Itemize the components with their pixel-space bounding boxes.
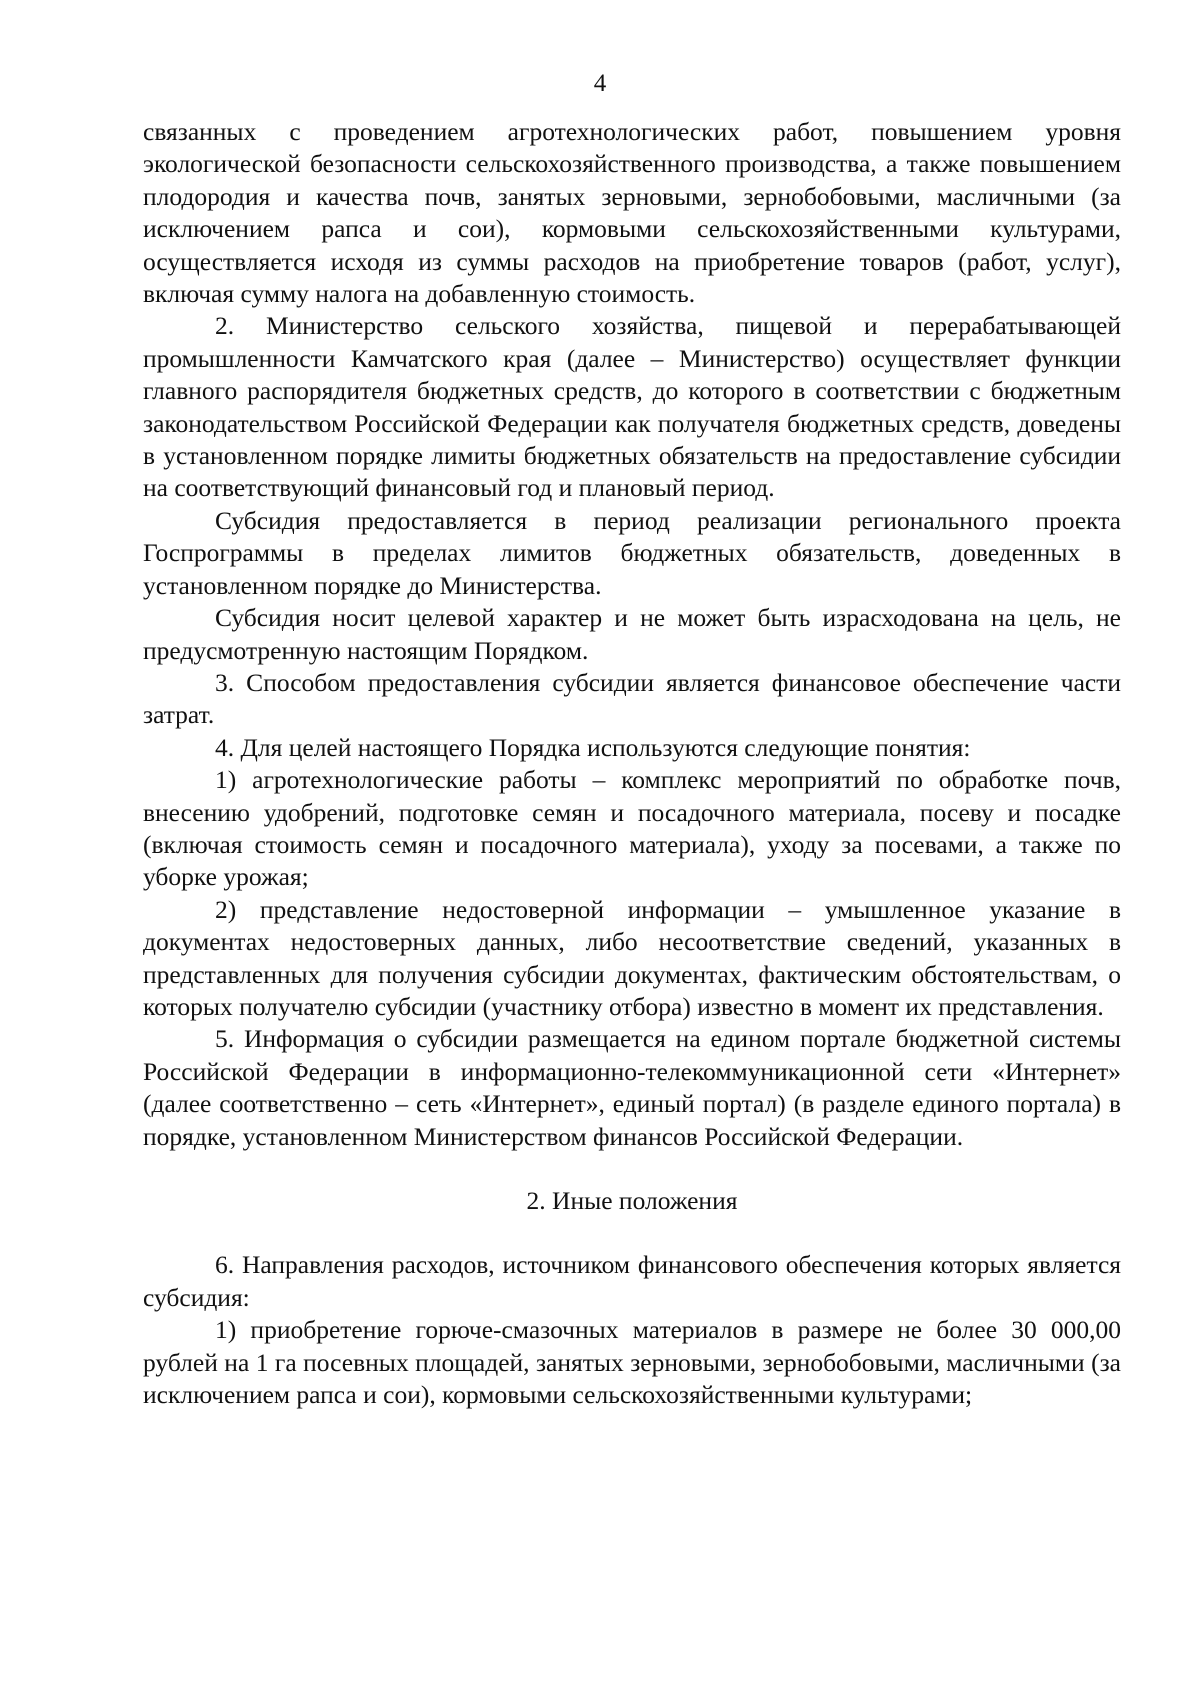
definition-item-2: 2) представление недостоверной информации – умышленное указание в документах недостоверных данных, либо несоответствие сведений, указанных в представленных для получения субсидии документах, фактическим обстоятельствам, о которых получателю субсидии (участнику отбора) известно в момент их представления.: [143, 894, 1121, 1021]
expense-item-1: 1) приобретение горюче-смазочных материалов в размере не более 30 000,00 рублей на 1 га посевных площадей, занятых зерновыми, зернобобовыми, масличными (за исключением рапса и сои), кормовыми сельскохозяйственными культурами;: [143, 1315, 1121, 1410]
paragraph-5-information: 5. Информация о субсидии размещается на едином портале бюджетной системы Российской Федерации в информационно-телекоммуникационной сети «Интернет» (далее соответственно – сеть «Интернет», единый портал) (в разделе единого портала) в порядке, установленном Министерством финансов Российской Федерации.: [143, 1024, 1121, 1151]
document-body: [143, 116, 1121, 1411]
paragraph-3-method: 3. Способом предоставления субсидии является финансовое обеспечение части затрат.: [143, 667, 1121, 730]
paragraph-subsidy-period: Субсидия предоставляется в период реализации регионального проекта Госпрограммы в пределах лимитов бюджетных обязательств, доведенных в установленном порядке до Министерства.: [143, 505, 1121, 600]
section-heading: 2. Иные положения: [526, 1186, 738, 1215]
paragraph-continuation: связанных с проведением агротехнологических работ, повышением уровня экологической безопасности сельскохозяйственного производства, а также повышением плодородия и качества почв, занятых зерновыми, зернобобовыми, масличными (за исключением рапса и сои), кормовыми сельскохозяйственными культурами, осуществляется исходя из суммы расходов на приобретение товаров (работ, услуг), включая сумму налога на добавленную стоимость.: [143, 117, 1121, 309]
paragraph-6-expenses: 6. Направления расходов, источником финансового обеспечения которых является субсидия:: [143, 1250, 1121, 1312]
page-number: 4: [593, 70, 607, 97]
paragraph-subsidy-purpose: Субсидия носит целевой характер и не может быть израсходована на цель, не предусмотренную настоящим Порядком.: [143, 603, 1121, 665]
definition-item-1: 1) агротехнологические работы – комплекс мероприятий по обработке почв, внесению удобрений, подготовке семян и посадочного материала, посеву и посадке (включая стоимость семян и посадочного материала), уходу за посевами, а также по уборке урожая;: [143, 765, 1121, 892]
paragraph-4-definitions: 4. Для целей настоящего Порядка используются следующие понятия:: [215, 732, 971, 762]
paragraph-2-ministry: 2. Министерство сельского хозяйства, пищевой и перерабатывающей промышленности Камчатского края (далее – Министерство) осуществляет функции главного распорядителя бюджетных средств, до которого в соответствии с бюджетным законодательством Российской Федерации как получателя бюджетных средств, доведены в установленном порядке лимиты бюджетных обязательств на предоставление субсидии на соответствующий финансовый год и плановый период.: [143, 311, 1121, 503]
